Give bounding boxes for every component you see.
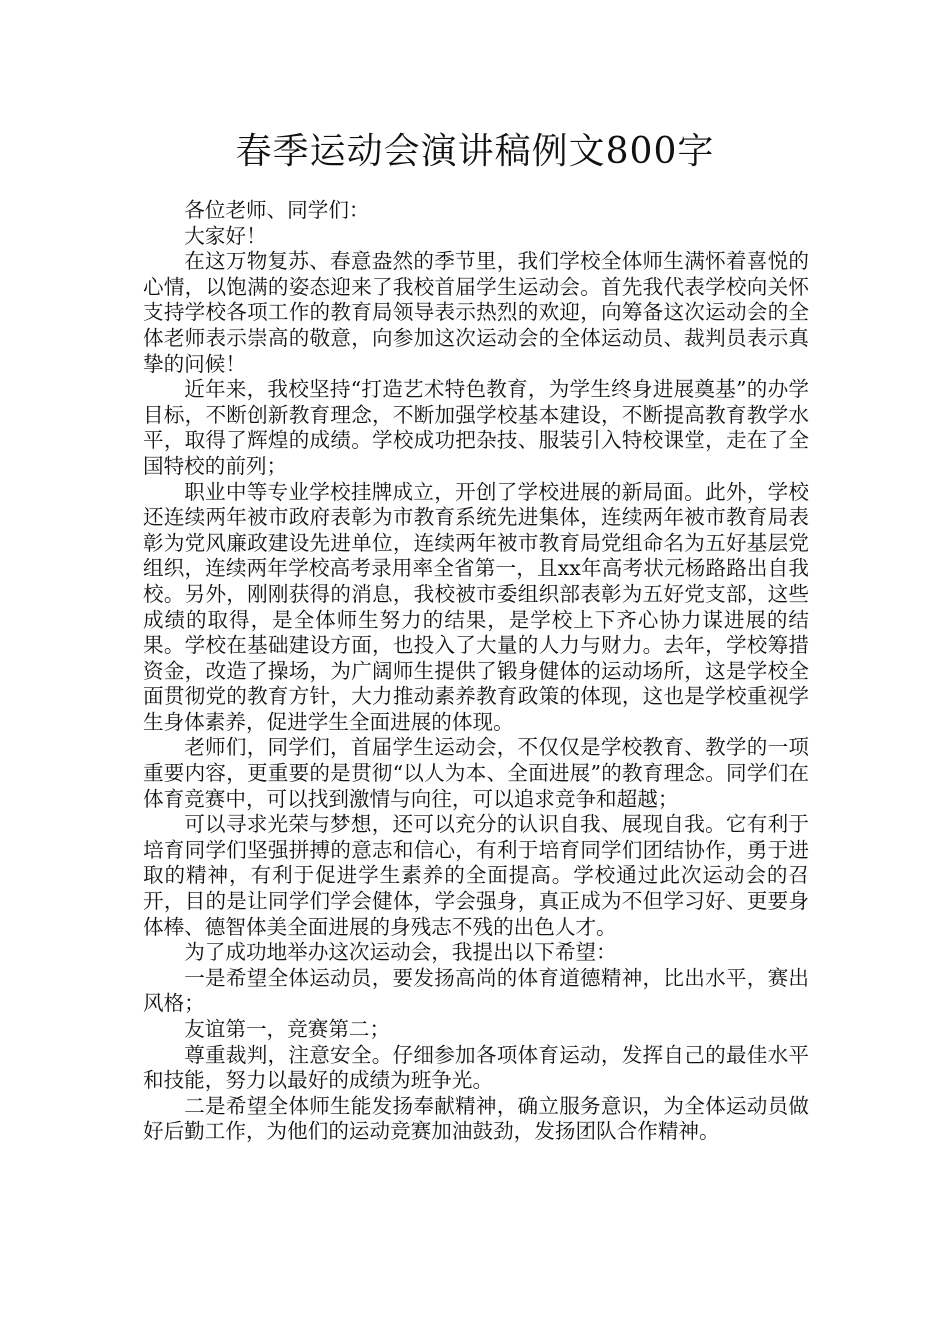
paragraph-hello: 大家好！ (184, 223, 267, 248)
paragraph-opening: 在这万物复苏、春意盎然的季节里，我们学校全体师生满怀着喜悦的心情，以饱满的姿态迎来了我校首届学生运动会。首先我代表学校向关怀支持学校各项工作的教育局领导表示热烈的欢迎，向筹备这次运动会的全体老师表示崇高的敬意，向参加这次运动会的全体运动员、裁判员表示真挚的问候！ (143, 249, 809, 376)
paragraph-respect-referees: 尊重裁判，注意安全。仔细参加各项体育运动，发挥自己的最佳水平和技能，努力以最好的成绩为班争光。 (143, 1042, 809, 1093)
document-title: 春季运动会演讲稿例文800字 (235, 131, 715, 172)
paragraph-school-progress: 职业中等专业学校挂牌成立，开创了学校进展的新局面。此外，学校还连续两年被市政府表彰为市教育系统先进集体，连续两年被市教育局表彰为党风廉政建设先进单位，连续两年被市教育局党组命名为五好基层党组织，连续两年学校高考录用率全省第一，且xx年高考状元杨路路出自我校。另外，刚刚获得的消息，我校被市委组织部表彰为五好党支部，这些成绩的取得，是全体师生努力的结果，是学校上下齐心协力谋进展的结果。学校在基础建设方面，也投入了大量的人力与财力。去年，学校筹措资金，改造了操场，为广阔师生提供了锻身健体的运动场所，这是学校全面贯彻党的教育方针，大力推动素养教育政策的体现，这也是学校重视学生身体素养，促进学生全面进展的体现。 (143, 479, 809, 734)
paragraph-hopes-intro: 为了成功地举办这次运动会，我提出以下希望： (184, 940, 617, 965)
paragraph-self-realization: 可以寻求光荣与梦想，还可以充分的认识自我、展现自我。它有利于培育同学们坚强拼搏的意志和信心，有利于培育同学们团结协作，勇于进取的精神，有利于促进学生素养的全面提高。学校通过此次运动会的召开，目的是让同学们学会健体，学会强身，真正成为不但学习好、更要身体棒、德智体美全面进展的身残志不残的出色人才。 (143, 812, 809, 939)
paragraph-friendship: 友谊第一，竞赛第二； (184, 1017, 391, 1041)
paragraph-sports-meaning: 老师们，同学们，首届学生运动会，不仅仅是学校教育、教学的一项重要内容，更重要的是贯彻“以人为本、全面进展”的教育理念。同学们在体育竞赛中，可以找到激情与向往，可以追求竞争和超越； (143, 735, 809, 811)
paragraph-hope-staff: 二是希望全体师生能发扬奉献精神，确立服务意识，为全体运动员做好后勤工作，为他们的运动竞赛加油鼓劲，发扬团队合作精神。 (143, 1093, 809, 1144)
document-body (143, 198, 809, 1145)
paragraph-achievements: 近年来，我校坚持“打造艺术特色教育，为学生终身进展奠基”的办学目标，不断创新教育理念，不断加强学校基本建设，不断提高教育教学水平，取得了辉煌的成绩。学校成功把杂技、服装引入特校课堂，走在了全国特校的前列； (143, 377, 809, 478)
paragraph-hope-athletes: 一是希望全体运动员，要发扬高尚的体育道德精神，比出水平，赛出风格； (143, 965, 809, 1016)
paragraph-greeting: 各位老师、同学们： (184, 198, 370, 222)
